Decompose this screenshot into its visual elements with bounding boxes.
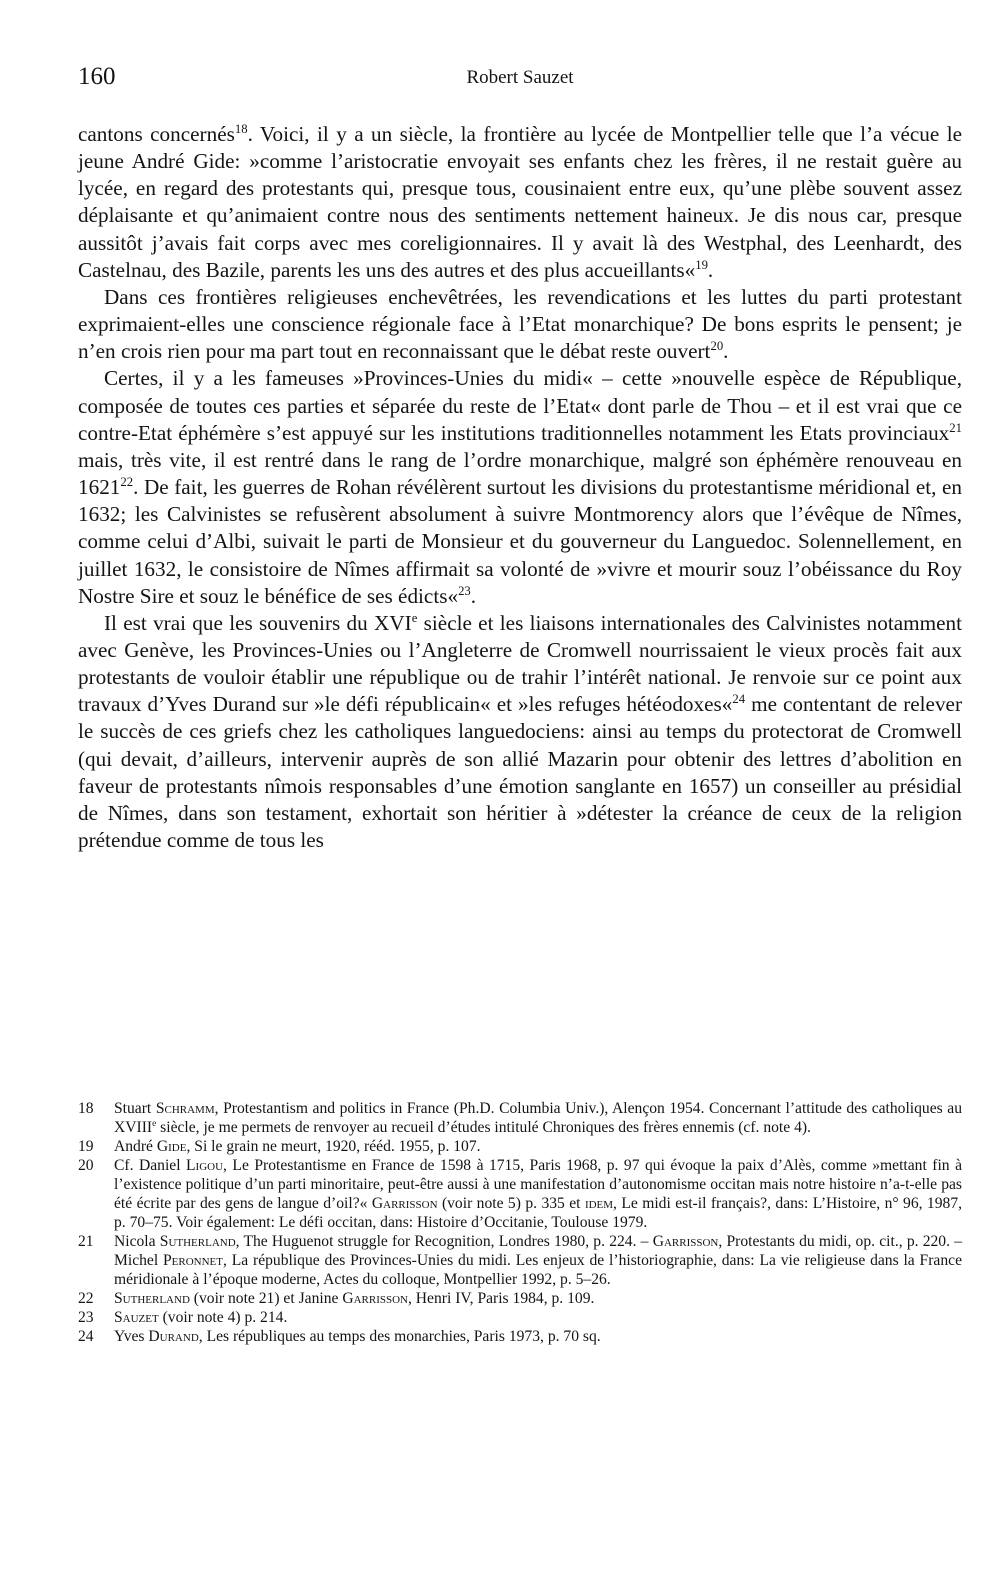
footnote-text: (voir note 5) p. 335 et [437,1195,585,1212]
footnote-text: , Henri IV, Paris 1984, p. 109. [408,1290,595,1307]
author-name: Schramm [155,1100,215,1117]
footnote-text: , Le midi est-il français?, dans: L’Histoire, n° 96, 1987, p. 70–75. Voir également: Le défi occitan, dans: Histoire d’Occitanie, Toulouse 1979. [114,1195,963,1231]
author-name: Ligou [186,1157,224,1174]
footnote-23 [78,1308,962,1327]
paragraph-4-text-a: Il est vrai que les souvenirs du XVI [104,610,412,635]
footnote-text: , The Huguenot struggle for Recognition, Londres 1980, p. 224. – [235,1233,653,1250]
author-name: Sauzet [114,1309,159,1326]
author-name: Gide [156,1138,187,1155]
footnote-ref-20[interactable]: 20 [710,339,724,354]
footnote-text: , Si le grain ne meurt, 1920, rééd. 1955, p. 107. [186,1138,481,1155]
footnote-number: 19 [78,1138,94,1155]
footnote-number: 20 [78,1157,94,1174]
author-name: Garrisson [652,1233,719,1250]
footnote-text: (voir note 21) et Janine [189,1290,343,1307]
paragraph-4 [78,610,962,854]
footnote-19 [78,1137,962,1156]
paragraph-2-text-a: Dans ces frontières religieuses enchevêtrées, les revendications et les luttes du parti protestant exprimaient-elles une conscience régionale face à l’Etat monarchique? De bons esprits le pensent; je n’en crois rien pour ma part tout en reconnaissant que le débat reste ouvert [78,284,962,364]
century-superscript: e [152,1118,157,1129]
paragraph-1-text-b: . Voici, il y a un siècle, la frontière au lycée de Montpellier telle que l’a vécue le jeune André Gide: »comme l’aristocratie envoyait ses enfants chez les frères, il ne restait guère au lycée, en regard des protestants qui, presque tous, cousinaient entre eux, qu’une plèbe souvent assez déplaisante et qu’animaient contre nous des sentiments nettement haineux. Je dis nous car, presque aussitôt j’avais fait corps avec mes coreligionnaires. Il y avait là des Westphal, des Leenhardt, des Castelnau, des Bazile, parents les uns des autres et des plus accueillants« [78,122,963,282]
paragraph-1-text-a: cantons concernés [78,122,235,146]
footnote-text: , La république des Provinces-Unies du midi. Les enjeux de l’historiographie, dans: La vie religieuse dans la France méridionale à l’époque moderne, Actes du colloque, Montpellier 1992, p. 5–26. [114,1252,962,1288]
footnote-ref-19[interactable]: 19 [695,257,708,272]
footnote-text: (voir note 4) p. 214. [158,1309,288,1326]
footnote-text: , Protestants du midi, op. cit., p. 220. – Michel [114,1233,962,1269]
paragraph-1 [78,121,962,284]
footnote-ref-22[interactable]: 22 [120,474,134,489]
author-name: Durand [148,1328,199,1345]
footnote-number: 21 [78,1233,94,1250]
footnote-text: Yves [114,1328,149,1345]
footnote-number: 24 [78,1328,94,1345]
footnote-ref-21[interactable]: 21 [949,420,962,435]
footnotes [78,1099,962,1346]
footnote-text: , Les républiques au temps des monarchies, Paris 1973, p. 70 sq. [198,1328,601,1345]
paragraph-1-text-c: . [707,257,714,282]
century-superscript: e [411,610,418,625]
paragraph-4-text-b: siècle et les liaisons internationales des Calvinistes notamment avec Genève, les Provinces-Unies ou l’Angleterre de Cromwell nourrissaient le vieux procès fait aux protestants de vouloir établir une république ou de trahir l’intérêt national. Je renvoie sur ce point aux travaux d’Yves Durand sur »le défi républicain« et »les refuges hétéodoxes« [78,610,962,717]
footnote-text: Cf. Daniel [114,1157,187,1174]
paragraph-3-text-b: mais, très vite, il est rentré dans le rang de l’ordre monarchique, malgré son éphémère renouveau en 1621 [78,447,962,500]
footnote-24 [78,1327,962,1346]
author-name: Peronnet [163,1252,223,1269]
footnote-number: 22 [78,1290,94,1307]
footnote-21 [78,1232,962,1289]
paragraph-4-text-c: me contentant de relever le succès de ces griefs chez les catholiques languedociens: ainsi au temps du protectorat de Cromwell (qui devait, d’ailleurs, intervenir auprès de son allié Mazarin pour obtenir des lettres d’abolition en faveur de protestants nîmois responsables d’une émotion sanglante en 1657) un conseiller au présidial de Nîmes, dans son testament, exhortait son héritier à »détester la créance de ceux de la religion prétendue comme de tous les [78,692,962,853]
footnote-ref-23[interactable]: 23 [458,583,471,598]
paragraph-2 [78,284,962,365]
footnote-text: siècle, je me permets de renvoyer au recueil d’études intitulé Chroniques des frères ennemis (cf. note 4). [156,1119,811,1136]
author-name: Garrisson [342,1290,408,1307]
body-text [78,121,962,854]
footnote-text: Stuart [114,1100,156,1117]
page-number: 160 [78,63,116,90]
paragraph-3-text-d: . [470,583,477,608]
paragraph-3 [78,365,962,609]
author-name: Sutherland [114,1290,190,1307]
paragraph-3-text-c: . De fait, les guerres de Rohan révélèrent surtout les divisions du protestantisme méridional et, en 1632; les Calvinistes se refusèrent absolument à suivre Montmorency alors que l’évêque de Nîmes, comme celui d’Albi, suivait le parti de Monsieur et du gouverneur du Languedoc. Solennellement, en juillet 1632, le consistoire de Nîmes affirmait sa volonté de »vivre et mourir souz l’obéissance du Roy Nostre Sire et souz le bénéfice de ses édicts« [78,475,962,608]
paragraph-3-text-a: Certes, il y a les fameuses »Provinces-Unies du midi« – cette »nouvelle espèce de République, composée de toutes ces parties et séparée du reste de l’Etat« dont parle de Thou – et il est vrai que ce contre-Etat éphémère s’est appuyé sur les institutions traditionnelles notamment les Etats provinciaux [78,366,962,445]
paragraph-2-text-b: . [723,339,729,364]
author-name: Garrisson [371,1195,438,1212]
footnote-text: , Le Protestantisme en France de 1598 à 1715, Paris 1968, p. 97 qui évoque la paix d’Alès, comme »mettant fin à l’existence politique d’un parti minoritaire, peut-être aussi à une manifestation d’autonomisme occitan mais notre histoire n’a-t-elle pas été écrite par des gens de langue d’oil?« [114,1157,962,1212]
running-head [78,62,962,96]
footnote-20 [78,1156,962,1232]
footnote-text: André [114,1138,157,1155]
footnote-18 [78,1099,962,1137]
idem-abbreviation: idem [584,1195,614,1212]
running-title: Robert Sauzet [466,67,574,88]
footnote-number: 23 [78,1309,94,1326]
footnote-number: 18 [78,1100,94,1117]
footnote-ref-24[interactable]: 24 [732,692,746,707]
author-name: Sutherland [159,1233,236,1250]
footnote-text: , Protestantism and politics in France (Ph.D. Columbia Univ.), Alençon 1954. Concernant l’attitude des catholiques au XVIII [114,1100,963,1136]
footnote-text: Nicola [114,1233,160,1250]
footnote-ref-18[interactable]: 18 [234,121,248,136]
footnote-22 [78,1289,962,1308]
